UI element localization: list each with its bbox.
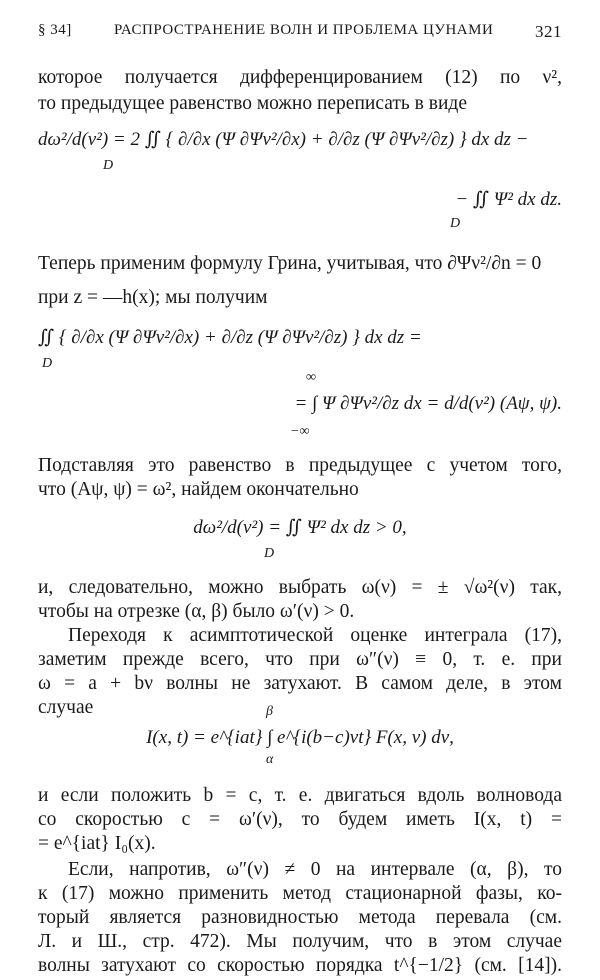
text-line: чтобы на отрезке (α, β) было ω′(ν) > 0. <box>38 601 355 622</box>
equation-2-part-1: ∬ { ∂/∂x (Ψ ∂Ψν²/∂x) + ∂/∂z (Ψ ∂Ψν²/∂z) } dx dz = <box>38 327 422 348</box>
integration-region-label: D <box>264 546 275 561</box>
page-number: 321 <box>535 22 562 41</box>
text-line: Теперь применим формулу Грина, учитывая, что ∂Ψν²/∂n = 0 <box>38 253 542 274</box>
text-line: ω = a + bν волны не затухают. В самом деле, в этом <box>38 673 562 694</box>
running-header <box>38 22 562 44</box>
text-line: что (Aψ, ψ) = ω², найдем окончательно <box>38 479 359 500</box>
equation-4: I(x, t) = e^{iat} ∫ e^{i(b−c)νt} F(x, ν) dν, <box>146 727 454 748</box>
text-line: торый является разновидностью метода перевала (см. <box>38 907 562 928</box>
text-line: волны затухают со скоростью порядка t^{−1/2} (см. [14]). <box>38 955 562 976</box>
text-line: и если положить b = c, т. е. двигаться вдоль волновода <box>38 785 562 806</box>
equation-1-part-1: dω²/d(ν²) = 2 ∬ { ∂/∂x (Ψ ∂Ψν²/∂x) + ∂/∂z (Ψ ∂Ψν²/∂z) } dx dz − <box>38 129 529 150</box>
integral-lower-limit: −∞ <box>290 424 310 439</box>
text-line: заметим прежде всего, что при ω″(ν) ≡ 0, т. е. при <box>38 649 562 670</box>
equation-2-part-2: = ∫ Ψ ∂Ψν²/∂z dx = d/d(ν²) (Aψ, ψ). <box>294 393 562 414</box>
text-line: которое получается дифференцированием (12) по ν², <box>38 67 562 88</box>
text-line: = e^{iat} I₀(x). <box>38 833 156 854</box>
text-line: случае <box>38 697 94 718</box>
integration-region-label: D <box>103 158 114 173</box>
integration-region-label: D <box>42 356 53 371</box>
integral-upper-limit: β <box>266 704 273 719</box>
running-title: РАСПРОСТРАНЕНИЕ ВОЛН И ПРОБЛЕМА ЦУНАМИ <box>114 22 494 38</box>
integral-lower-limit: α <box>266 752 274 767</box>
integral-upper-limit: ∞ <box>306 370 316 385</box>
text-line: то предыдущее равенство можно переписать в виде <box>38 93 467 114</box>
equation-1-part-2: − ∬ Ψ² dx dz. <box>455 189 562 210</box>
equation-3: dω²/d(ν²) = ∬ Ψ² dx dz > 0, <box>193 517 407 538</box>
text-line: Подставляя это равенство в предыдущее с учетом того, <box>38 455 562 476</box>
paragraph-start: Если, напротив, ω″(ν) ≠ 0 на интервале (α, β), то <box>68 859 562 880</box>
paragraph-start: Переходя к асимптотической оценке интеграла (17), <box>68 625 562 646</box>
text-line: со скоростью c = ω′(ν), то будем иметь I(x, t) = <box>38 809 562 830</box>
section-marker: § 34] <box>38 22 72 38</box>
text-line: к (17) можно применить метод стационарной фазы, ко- <box>38 883 562 904</box>
integration-region-label: D <box>450 216 461 231</box>
text-line: Л. и Ш., стр. 472). Мы получим, что в этом случае <box>38 931 562 952</box>
text-line: при z = —h(x); мы получим <box>38 287 268 308</box>
text-line: и, следовательно, можно выбрать ω(ν) = ± √ω²(ν) так, <box>38 577 562 598</box>
